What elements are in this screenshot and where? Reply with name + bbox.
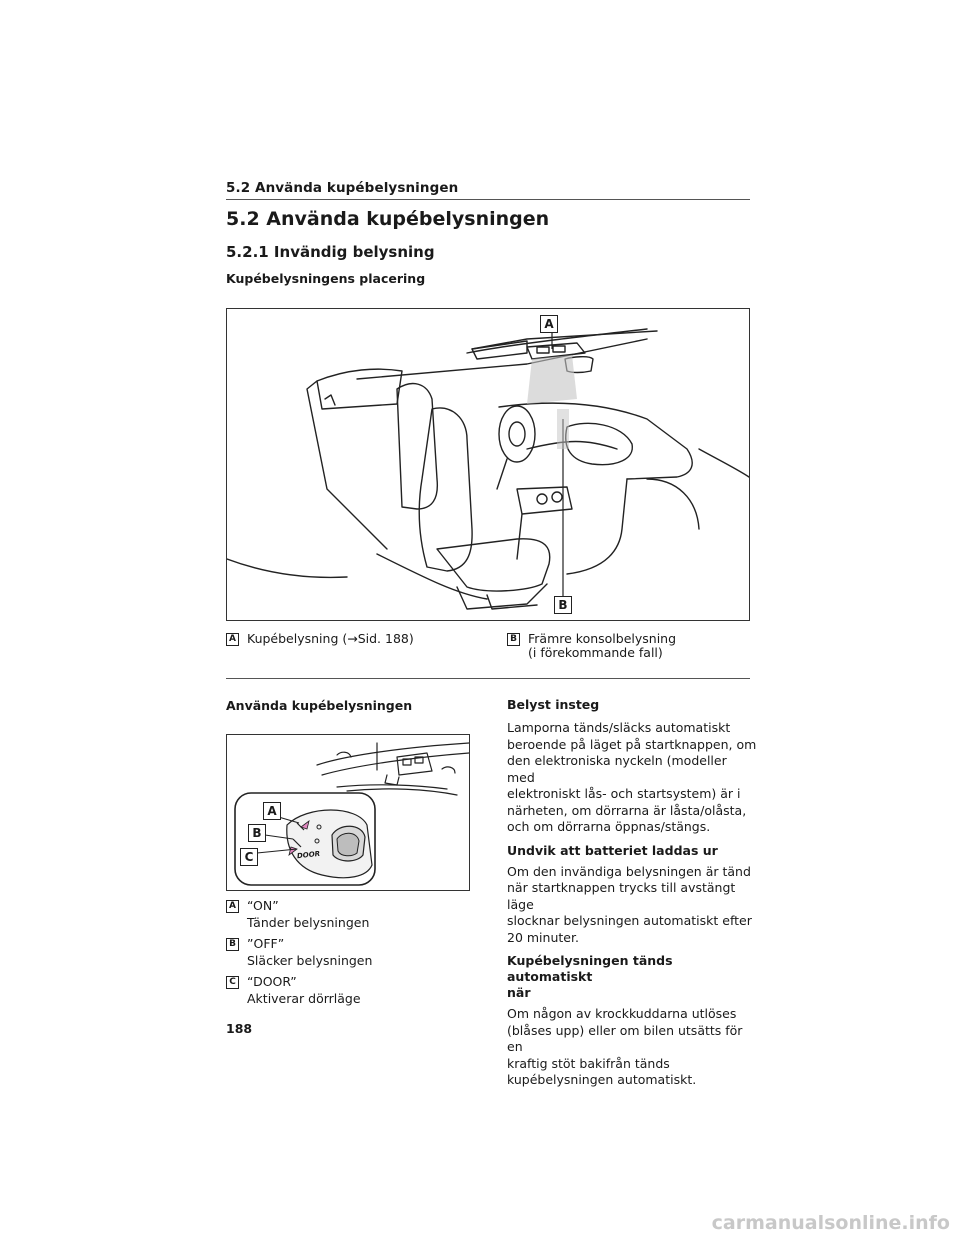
running-head: 5.2 Använda kupébelysningen [226,180,459,196]
placement-heading: Kupébelysningens placering [226,271,426,286]
figure2-label-a: A [263,802,281,820]
interior-illustration [227,309,749,620]
item-on-line1: “ON” [247,898,279,913]
entry-line-2: beroende på läget på startknappen, om [507,736,757,752]
right-column [507,697,757,1089]
subsection-title: 5.2.1 Invändig belysning [226,243,435,261]
item-off-line2: Släcker belysningen [247,953,373,968]
battery-line-1: Om den invändiga belysningen är tänd [507,863,751,879]
list-item-on [226,898,466,932]
battery-line-4: 20 minuter. [507,929,579,945]
item-on-line2: Tänder belysningen [247,915,370,930]
entry-line-5: närheten, om dörrarna är låsta/olåsta, [507,802,747,818]
item-off-line1: ”OFF” [247,936,285,951]
figure1-label-b: B [554,596,572,614]
list-item-off [226,936,466,970]
section-rule [226,678,750,679]
figure2-label-b: B [248,824,266,842]
header-rule [226,199,750,200]
entry-lighting-body [507,720,757,836]
watermark: carmanualsonline.info [711,1212,950,1234]
figure1-label-a: A [540,315,558,333]
auto-on-body [507,1006,757,1089]
auto-line-4: kupébelysningen automatiskt. [507,1072,697,1087]
item-door-label: C [226,976,239,989]
battery-body [507,864,757,947]
caption-b-line1: Främre konsolbelysning [528,631,677,646]
entry-line-1: Lamporna tänds/släcks automatiskt [507,720,731,735]
list-item-door [226,974,466,1008]
entry-line-4: elektroniskt lås- och startsystem) är i [507,786,741,801]
left-column-title: Använda kupébelysningen [226,698,413,713]
interior-figure [226,308,750,621]
battery-line-2: när startknappen trycks till avstängt läge [507,880,736,912]
auto-on-title-1: Kupébelysningen tänds automatiskt [507,953,673,984]
auto-line-2: (blåses upp) eller om bilen utsätts för en [507,1022,743,1054]
caption-b-label: B [507,633,520,646]
figure1-caption-b [507,632,750,662]
page-number: 188 [226,1021,253,1036]
figure2-label-c: C [240,848,258,866]
item-on-label: A [226,900,239,913]
caption-a-text: Kupébelysning (→Sid. 188) [247,631,414,646]
item-door-line1: “DOOR” [247,974,297,989]
auto-line-3: kraftig stöt bakifrån tänds [507,1055,670,1071]
door-marking: DOOR [296,849,321,861]
entry-lighting-title: Belyst insteg [507,697,600,712]
figure1-caption-a [226,632,466,648]
battery-line-3: slocknar belysningen automatiskt efter [507,913,752,928]
item-off-label: B [226,938,239,951]
entry-line-6: och om dörrarna öppnas/stängs. [507,819,711,834]
entry-line-3: den elektroniska nyckeln (modeller med [507,753,727,785]
item-door-line2: Aktiverar dörrläge [247,991,361,1006]
caption-b-line2: (i förekommande fall) [528,645,663,660]
battery-title: Undvik att batteriet laddas ur [507,842,718,858]
auto-line-1: Om någon av krockkuddarna utlöses [507,1006,737,1021]
caption-a-label: A [226,633,239,646]
section-title: 5.2 Använda kupébelysningen [226,208,550,230]
auto-on-title-2: när [507,985,531,1000]
switch-figure [226,734,470,891]
